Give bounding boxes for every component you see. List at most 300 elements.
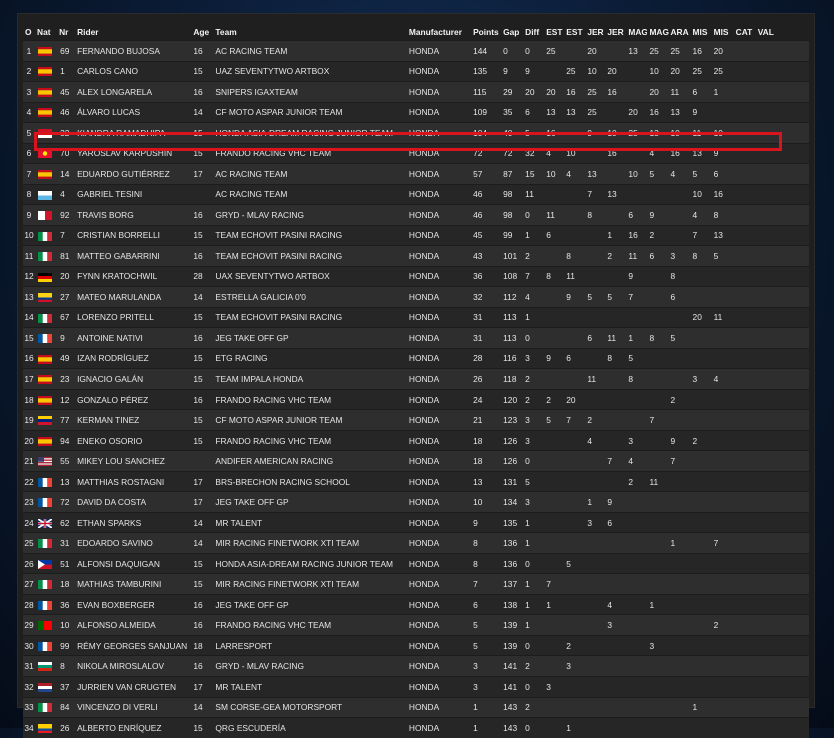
rider-name-cell: NIKOLA MIROSLALOV: [75, 656, 191, 677]
nationality-cell: [35, 451, 57, 472]
points-cell: 135: [471, 61, 501, 82]
age-cell: 28: [191, 266, 213, 287]
rider-number-cell: 18: [57, 574, 75, 595]
manufacturer-cell: HONDA: [407, 389, 471, 410]
team-cell: CF MOTO ASPAR JUNIOR TEAM: [213, 410, 406, 431]
table-row[interactable]: [23, 41, 809, 62]
table-row[interactable]: [23, 307, 809, 328]
nationality-cell: [35, 471, 57, 492]
rider-number-cell: 94: [57, 430, 75, 451]
race-result-cell: [564, 369, 585, 390]
points-cell: 1: [471, 718, 501, 738]
race-result-cell: [585, 635, 605, 656]
race-result-cell: [605, 471, 626, 492]
position-cell: 10: [23, 225, 35, 246]
race-result-cell: [734, 123, 756, 144]
race-result-cell: [756, 225, 809, 246]
table-row[interactable]: [23, 143, 809, 164]
manufacturer-cell: HONDA: [407, 184, 471, 205]
race-result-cell: [585, 471, 605, 492]
column-header[interactable]: VAL: [757, 26, 774, 37]
column-header[interactable]: Rider: [77, 26, 99, 37]
race-result-cell: [734, 348, 756, 369]
gap-cell: 135: [501, 512, 523, 533]
race-result-cell: 13: [691, 143, 712, 164]
table-row[interactable]: [23, 615, 809, 636]
table-row[interactable]: [23, 594, 809, 615]
table-row[interactable]: [23, 102, 809, 123]
race-result-cell: 2: [585, 410, 605, 431]
race-result-cell: [605, 307, 626, 328]
flag-icon: [38, 170, 52, 179]
race-result-cell: 20: [669, 61, 691, 82]
age-cell: 14: [191, 697, 213, 718]
race-result-cell: [734, 287, 756, 308]
nationality-cell: [35, 266, 57, 287]
manufacturer-cell: HONDA: [407, 676, 471, 697]
race-result-cell: [605, 676, 626, 697]
race-result-cell: [585, 389, 605, 410]
race-result-cell: 7: [669, 451, 691, 472]
gap-cell: 136: [501, 553, 523, 574]
race-result-cell: [734, 512, 756, 533]
race-result-cell: [734, 492, 756, 513]
race-result-cell: [647, 574, 668, 595]
diff-cell: 1: [523, 307, 544, 328]
race-result-cell: 1: [585, 492, 605, 513]
manufacturer-cell: HONDA: [407, 61, 471, 82]
column-header[interactable]: Team: [215, 26, 237, 37]
race-result-cell: [544, 471, 564, 492]
race-result-cell: [691, 410, 712, 431]
race-result-cell: [712, 348, 734, 369]
manufacturer-cell: HONDA: [407, 246, 471, 267]
table-row[interactable]: [23, 164, 809, 185]
gap-cell: 112: [501, 287, 523, 308]
race-result-cell: [691, 574, 712, 595]
race-result-cell: [585, 348, 605, 369]
race-result-cell: 9: [647, 205, 668, 226]
column-header[interactable]: JER: [587, 26, 604, 37]
table-row[interactable]: [23, 430, 809, 451]
race-result-cell: [669, 635, 691, 656]
position-cell: 11: [23, 246, 35, 267]
column-header[interactable]: MAG: [649, 26, 669, 37]
race-result-cell: [669, 369, 691, 390]
team-cell: AC RACING TEAM: [213, 184, 406, 205]
race-result-cell: [564, 676, 585, 697]
points-cell: 8: [471, 533, 501, 554]
race-result-cell: 5: [585, 287, 605, 308]
team-cell: MR TALENT: [213, 512, 406, 533]
position-cell: 24: [23, 512, 35, 533]
team-cell: JEG TAKE OFF GP: [213, 328, 406, 349]
table-row[interactable]: [23, 389, 809, 410]
nationality-cell: [35, 389, 57, 410]
rider-name-cell: MATTEO GABARRINI: [75, 246, 191, 267]
position-cell: 31: [23, 656, 35, 677]
nationality-cell: [35, 410, 57, 431]
table-row[interactable]: [23, 533, 809, 554]
race-result-cell: [734, 205, 756, 226]
age-cell: 14: [191, 512, 213, 533]
rider-name-cell: ALBERTO ENRÍQUEZ: [75, 718, 191, 738]
race-result-cell: 7: [564, 410, 585, 431]
rider-name-cell: MATHIAS TAMBURINI: [75, 574, 191, 595]
table-row[interactable]: [23, 369, 809, 390]
flag-icon: [38, 355, 52, 364]
team-cell: HONDA ASIA-DREAM RACING JUNIOR TEAM: [213, 123, 406, 144]
flag-icon: [38, 621, 52, 630]
flag-icon: [38, 519, 52, 528]
race-result-cell: 9: [544, 348, 564, 369]
race-result-cell: 5: [647, 164, 668, 185]
diff-cell: 9: [523, 61, 544, 82]
points-cell: 5: [471, 615, 501, 636]
flag-icon: [38, 416, 52, 425]
race-result-cell: [691, 615, 712, 636]
table-row[interactable]: [23, 451, 809, 472]
race-result-cell: [564, 492, 585, 513]
race-result-cell: 2: [669, 389, 691, 410]
rider-number-cell: 10: [57, 615, 75, 636]
column-header[interactable]: Points: [473, 26, 499, 37]
table-row[interactable]: [23, 697, 809, 718]
flag-icon: [38, 539, 52, 548]
race-result-cell: [712, 574, 734, 595]
table-row[interactable]: [23, 512, 809, 533]
rider-name-cell: FYNN KRATOCHWIL: [75, 266, 191, 287]
nationality-cell: [35, 533, 57, 554]
race-result-cell: 1: [544, 594, 564, 615]
race-result-cell: [544, 697, 564, 718]
column-header[interactable]: Age: [193, 26, 210, 37]
table-row[interactable]: [23, 328, 809, 349]
race-result-cell: [626, 533, 647, 554]
rider-name-cell: ALFONSI DAQUIGAN: [75, 553, 191, 574]
table-row[interactable]: [23, 574, 809, 595]
race-result-cell: 9: [564, 287, 585, 308]
table-row[interactable]: [23, 656, 809, 677]
table-row[interactable]: [23, 348, 809, 369]
race-result-cell: [544, 615, 564, 636]
team-cell: CF MOTO ASPAR JUNIOR TEAM: [213, 102, 406, 123]
rider-number-cell: 67: [57, 307, 75, 328]
race-result-cell: [544, 492, 564, 513]
diff-cell: 20: [523, 82, 544, 103]
race-result-cell: [544, 512, 564, 533]
race-result-cell: [605, 635, 626, 656]
flag-icon: [38, 88, 52, 97]
rider-name-cell: FERNANDO BUJOSA: [75, 41, 191, 62]
race-result-cell: 3: [605, 615, 626, 636]
race-result-cell: 6: [647, 246, 668, 267]
race-result-cell: [585, 656, 605, 677]
race-result-cell: [544, 369, 564, 390]
race-result-cell: [691, 512, 712, 533]
race-result-cell: [756, 246, 809, 267]
points-cell: 18: [471, 430, 501, 451]
race-result-cell: 9: [691, 102, 712, 123]
race-result-cell: [647, 184, 668, 205]
race-result-cell: 1: [691, 697, 712, 718]
race-result-cell: [585, 225, 605, 246]
manufacturer-cell: HONDA: [407, 471, 471, 492]
rider-name-cell: IZAN RODRÍGUEZ: [75, 348, 191, 369]
rider-name-cell: ENEKO OSORIO: [75, 430, 191, 451]
team-cell: FRANDO RACING VHC TEAM: [213, 389, 406, 410]
manufacturer-cell: HONDA: [407, 615, 471, 636]
column-header[interactable]: EST: [566, 26, 583, 37]
manufacturer-cell: HONDA: [407, 430, 471, 451]
manufacturer-cell: HONDA: [407, 225, 471, 246]
column-header[interactable]: O: [25, 26, 32, 37]
race-result-cell: [585, 246, 605, 267]
team-cell: SNIPERS IGAXTEAM: [213, 82, 406, 103]
rider-number-cell: 31: [57, 533, 75, 554]
race-result-cell: 16: [647, 102, 668, 123]
race-result-cell: [564, 328, 585, 349]
race-result-cell: [647, 369, 668, 390]
table-row[interactable]: [23, 492, 809, 513]
race-result-cell: 8: [691, 246, 712, 267]
race-result-cell: [544, 287, 564, 308]
position-cell: 18: [23, 389, 35, 410]
table-row[interactable]: [23, 225, 809, 246]
flag-icon: [38, 580, 52, 589]
race-result-cell: [647, 533, 668, 554]
table-row[interactable]: [23, 61, 809, 82]
race-result-cell: [626, 61, 647, 82]
gap-cell: 29: [501, 82, 523, 103]
column-header[interactable]: JER: [607, 26, 624, 37]
standings-panel: [17, 13, 815, 733]
race-result-cell: 2: [691, 430, 712, 451]
rider-number-cell: 20: [57, 266, 75, 287]
race-result-cell: [544, 307, 564, 328]
race-result-cell: 13: [712, 225, 734, 246]
column-header[interactable]: Nr: [59, 26, 69, 37]
race-result-cell: 20: [564, 389, 585, 410]
race-result-cell: [734, 61, 756, 82]
race-result-cell: 20: [585, 41, 605, 62]
table-row[interactable]: [23, 184, 809, 205]
points-cell: 3: [471, 656, 501, 677]
rider-number-cell: 49: [57, 348, 75, 369]
points-cell: 26: [471, 369, 501, 390]
race-result-cell: [544, 533, 564, 554]
gap-cell: 9: [501, 61, 523, 82]
diff-cell: 0: [523, 205, 544, 226]
flag-icon: [38, 67, 52, 76]
race-result-cell: [691, 389, 712, 410]
age-cell: 15: [191, 369, 213, 390]
race-result-cell: 2: [564, 635, 585, 656]
points-cell: 18: [471, 451, 501, 472]
diff-cell: 2: [523, 389, 544, 410]
manufacturer-cell: HONDA: [407, 697, 471, 718]
flag-icon: [38, 601, 52, 610]
column-header[interactable]: MAG: [628, 26, 648, 37]
table-row[interactable]: [23, 410, 809, 431]
race-result-cell: [564, 205, 585, 226]
race-result-cell: [585, 676, 605, 697]
nationality-cell: [35, 430, 57, 451]
race-result-cell: 20: [647, 82, 668, 103]
race-result-cell: [669, 512, 691, 533]
age-cell: 17: [191, 492, 213, 513]
race-result-cell: [605, 369, 626, 390]
race-result-cell: [585, 697, 605, 718]
manufacturer-cell: HONDA: [407, 123, 471, 144]
race-result-cell: [691, 266, 712, 287]
column-header[interactable]: Diff: [525, 26, 540, 37]
gap-cell: 40: [501, 123, 523, 144]
column-header[interactable]: Manufacturer: [408, 26, 462, 37]
age-cell: 15: [191, 61, 213, 82]
race-result-cell: [734, 430, 756, 451]
manufacturer-cell: HONDA: [407, 553, 471, 574]
column-header[interactable]: MIS: [692, 26, 708, 37]
diff-cell: 1: [523, 594, 544, 615]
gap-cell: 143: [501, 697, 523, 718]
race-result-cell: [605, 41, 626, 62]
table-row[interactable]: [23, 205, 809, 226]
race-result-cell: [712, 512, 734, 533]
age-cell: 16: [191, 656, 213, 677]
team-cell: GRYD - MLAV RACING: [213, 205, 406, 226]
manufacturer-cell: HONDA: [407, 718, 471, 738]
age-cell: 16: [191, 594, 213, 615]
race-result-cell: 8: [712, 205, 734, 226]
team-cell: JEG TAKE OFF GP: [213, 594, 406, 615]
position-cell: 2: [23, 61, 35, 82]
race-result-cell: [585, 143, 605, 164]
flag-icon: [38, 662, 52, 671]
age-cell: 16: [191, 389, 213, 410]
race-result-cell: [669, 471, 691, 492]
race-result-cell: [712, 635, 734, 656]
column-header[interactable]: MIS: [713, 26, 729, 37]
race-result-cell: 2: [647, 225, 668, 246]
points-cell: 57: [471, 164, 501, 185]
race-result-cell: [691, 328, 712, 349]
gap-cell: 87: [501, 164, 523, 185]
race-result-cell: [647, 676, 668, 697]
race-result-cell: 8: [585, 205, 605, 226]
gap-cell: 116: [501, 348, 523, 369]
gap-cell: 131: [501, 471, 523, 492]
column-header[interactable]: Gap: [503, 26, 520, 37]
race-result-cell: [544, 61, 564, 82]
age-cell: 15: [191, 718, 213, 738]
flag-icon: [38, 108, 52, 117]
manufacturer-cell: HONDA: [407, 451, 471, 472]
table-row[interactable]: [23, 82, 809, 103]
rider-number-cell: 70: [57, 143, 75, 164]
age-cell: 15: [191, 307, 213, 328]
race-result-cell: 10: [712, 123, 734, 144]
nationality-cell: [35, 635, 57, 656]
column-header[interactable]: ARA: [670, 26, 689, 37]
race-result-cell: 16: [564, 82, 585, 103]
team-cell: GRYD - MLAV RACING: [213, 656, 406, 677]
nationality-cell: [35, 287, 57, 308]
race-result-cell: [734, 471, 756, 492]
age-cell: 17: [191, 471, 213, 492]
age-cell: 14: [191, 287, 213, 308]
manufacturer-cell: HONDA: [407, 164, 471, 185]
race-result-cell: 25: [564, 61, 585, 82]
team-cell: JEG TAKE OFF GP: [213, 492, 406, 513]
gap-cell: 139: [501, 635, 523, 656]
flag-icon: [38, 375, 52, 384]
points-cell: 109: [471, 102, 501, 123]
gap-cell: 99: [501, 225, 523, 246]
rider-name-cell: CRISTIAN BORRELLI: [75, 225, 191, 246]
rider-name-cell: KIANDRA RAMADHIPA: [75, 123, 191, 144]
race-result-cell: 11: [647, 471, 668, 492]
race-result-cell: [605, 553, 626, 574]
table-row[interactable]: [23, 246, 809, 267]
position-cell: 21: [23, 451, 35, 472]
table-row[interactable]: [23, 471, 809, 492]
column-header[interactable]: Nat: [37, 26, 51, 37]
race-result-cell: 8: [564, 246, 585, 267]
race-result-cell: [669, 410, 691, 431]
table-row[interactable]: [23, 553, 809, 574]
race-result-cell: [734, 615, 756, 636]
position-cell: 5: [23, 123, 35, 144]
diff-cell: 0: [523, 451, 544, 472]
race-result-cell: [544, 656, 564, 677]
gap-cell: 35: [501, 102, 523, 123]
column-header[interactable]: CAT: [735, 26, 753, 37]
rider-number-cell: 46: [57, 102, 75, 123]
race-result-cell: [626, 697, 647, 718]
manufacturer-cell: HONDA: [407, 328, 471, 349]
table-row[interactable]: [23, 287, 809, 308]
race-result-cell: 6: [585, 328, 605, 349]
race-result-cell: [756, 389, 809, 410]
race-result-cell: [647, 266, 668, 287]
nationality-cell: [35, 164, 57, 185]
race-result-cell: [585, 553, 605, 574]
race-result-cell: [669, 348, 691, 369]
race-result-cell: [712, 430, 734, 451]
manufacturer-cell: HONDA: [407, 492, 471, 513]
rider-number-cell: 45: [57, 82, 75, 103]
race-result-cell: 6: [605, 512, 626, 533]
table-row[interactable]: [23, 676, 809, 697]
race-result-cell: 1: [564, 718, 585, 738]
race-result-cell: 16: [605, 82, 626, 103]
team-cell: TEAM ECHOVIT PASINI RACING: [213, 225, 406, 246]
race-result-cell: 5: [564, 553, 585, 574]
race-result-cell: [734, 451, 756, 472]
race-result-cell: [585, 615, 605, 636]
race-result-cell: 20: [626, 102, 647, 123]
table-row[interactable]: [23, 266, 809, 287]
nationality-cell: [35, 348, 57, 369]
table-row[interactable]: [23, 123, 809, 144]
column-header[interactable]: EST: [546, 26, 563, 37]
race-result-cell: 4: [712, 369, 734, 390]
gap-cell: 134: [501, 492, 523, 513]
table-row[interactable]: [23, 635, 809, 656]
race-result-cell: 4: [647, 143, 668, 164]
flag-icon: [38, 642, 52, 651]
